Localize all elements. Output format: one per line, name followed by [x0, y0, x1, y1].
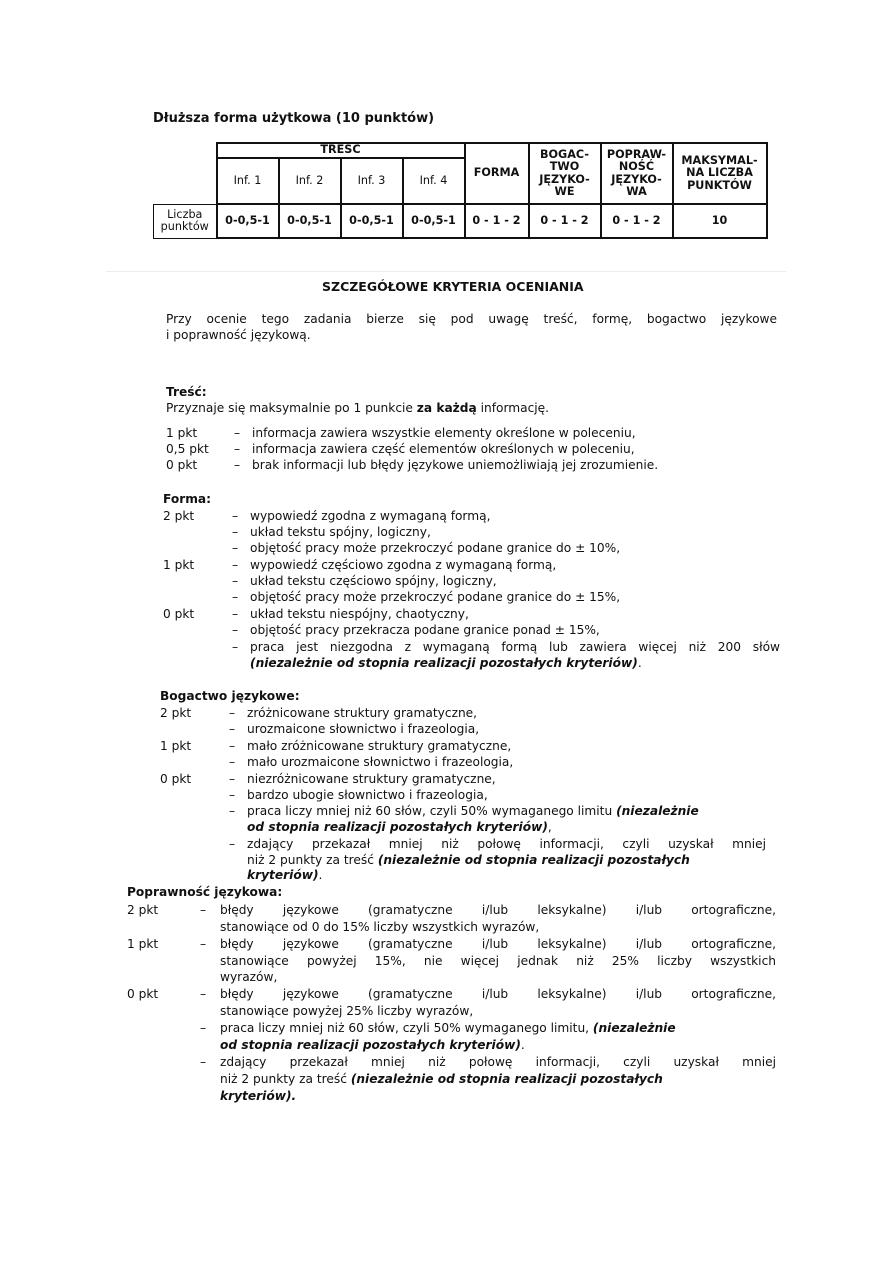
- dash: –: [229, 837, 236, 851]
- bogactwo-line: mało urozmaicone słownictwo i frazeologia,: [247, 755, 514, 769]
- dash: –: [229, 739, 236, 753]
- criteria-title: SZCZEGÓŁOWE KRYTERIA OCENIANIA: [322, 279, 584, 294]
- value-inf-4: 0-0,5-1: [403, 204, 465, 238]
- forma-pts-1: 1 pkt: [163, 558, 195, 572]
- intro-line-2: i poprawność językową.: [166, 328, 311, 342]
- dash: –: [232, 607, 239, 621]
- bogactwo-line: niezróżnicowane struktury gramatyczne,: [247, 772, 496, 786]
- tresc-text-1: informacja zawiera wszystkie elementy określone w poleceniu,: [252, 426, 636, 440]
- bogactwo-line: kryteriów).: [247, 868, 323, 882]
- dash: –: [229, 788, 236, 802]
- dash: –: [229, 706, 236, 720]
- forma-line: (niezależnie od stopnia realizacji pozostałych kryteriów).: [250, 656, 642, 670]
- value-max: 10: [673, 204, 767, 238]
- poprawnosc-line: błędy językowe (gramatyczne i/lub leksykalne) i/lub ortograficzne,: [220, 987, 776, 1001]
- bogactwo-line: niż 2 punkty za treść (niezależnie od stopnia realizacji pozostałych: [247, 853, 690, 867]
- poprawnosc-pts-0: 0 pkt: [127, 987, 159, 1001]
- value-inf-2: 0-0,5-1: [279, 204, 341, 238]
- forma-pts-2: 2 pkt: [163, 509, 195, 523]
- value-poprawnosc: 0 - 1 - 2: [601, 204, 673, 238]
- tresc-pts-1: 1 pkt: [166, 426, 198, 440]
- forma-line: układ tekstu częściowo spójny, logiczny,: [250, 574, 497, 588]
- tresc-pts-2: 0,5 pkt: [166, 442, 209, 456]
- section-title: Dłuższa forma użytkowa (10 punktów): [153, 111, 435, 126]
- dash: –: [234, 426, 241, 440]
- max-header: MAKSYMAL- NA LICZBA PUNKTÓW: [673, 143, 767, 204]
- inf-4-header: Inf. 4: [403, 158, 465, 204]
- tresc-header: TREŚĆ: [217, 143, 465, 158]
- tresc-text-2: informacja zawiera część elementów określonych w poleceniu,: [252, 442, 635, 456]
- dash: –: [232, 541, 239, 555]
- poprawnosc-heading: Poprawność językowa:: [127, 885, 283, 899]
- poprawnosc-line: niż 2 punkty za treść (niezależnie od stopnia realizacji pozostałych: [220, 1072, 663, 1086]
- dash: –: [200, 937, 207, 951]
- poprawnosc-pts-2: 2 pkt: [127, 903, 159, 917]
- bogactwo-heading: Bogactwo językowe:: [160, 689, 300, 703]
- bogactwo-header: BOGAC- TWO JĘZYKO- WE: [529, 143, 601, 204]
- poprawnosc-header: POPRAW- NOŚĆ JĘZYKO- WA: [601, 143, 673, 204]
- dash: –: [232, 509, 239, 523]
- forma-line: układ tekstu niespójny, chaotyczny,: [250, 607, 469, 621]
- forma-heading: Forma:: [163, 492, 212, 506]
- value-forma: 0 - 1 - 2: [465, 204, 529, 238]
- bogactwo-line: urozmaicone słownictwo i frazeologia,: [247, 722, 480, 736]
- poprawnosc-line: od stopnia realizacji pozostałych kryteriów).: [220, 1038, 525, 1052]
- poprawnosc-line: zdający przekazał mniej niż połowę informacji, czyli uzyskał mniej: [220, 1055, 776, 1069]
- dash: –: [234, 442, 241, 456]
- dash: –: [229, 755, 236, 769]
- tresc-pts-3: 0 pkt: [166, 458, 198, 472]
- bogactwo-line: mało zróżnicowane struktury gramatyczne,: [247, 739, 512, 753]
- bogactwo-pts-2: 2 pkt: [160, 706, 192, 720]
- forma-line: układ tekstu spójny, logiczny,: [250, 525, 431, 539]
- dash: –: [229, 804, 236, 818]
- forma-line: wypowiedź zgodna z wymaganą formą,: [250, 509, 491, 523]
- dash: –: [232, 640, 239, 654]
- bogactwo-line: zróżnicowane struktury gramatyczne,: [247, 706, 478, 720]
- intro-line-1: Przy ocenie tego zadania bierze się pod uwagę treść, formę, bogactwo językowe: [166, 312, 777, 326]
- inf-1-header: Inf. 1: [217, 158, 279, 204]
- score-table: [153, 142, 768, 239]
- poprawnosc-line: stanowiące powyżej 15%, nie więcej jednak niż 25% liczby wszystkich: [220, 954, 776, 968]
- bogactwo-line: praca liczy mniej niż 60 słów, czyli 50% wymaganego limitu (niezależnie: [247, 804, 699, 818]
- tresc-heading: Treść:: [166, 385, 207, 399]
- dash: –: [200, 1055, 207, 1069]
- forma-line: wypowiedź częściowo zgodna z wymaganą formą,: [250, 558, 557, 572]
- dash: –: [232, 525, 239, 539]
- divider: [106, 271, 786, 272]
- dash: –: [232, 590, 239, 604]
- dash: –: [229, 772, 236, 786]
- poprawnosc-pts-1: 1 pkt: [127, 937, 159, 951]
- poprawnosc-line: praca liczy mniej niż 60 słów, czyli 50% wymaganego limitu, (niezależnie: [220, 1021, 676, 1035]
- tresc-text-3: brak informacji lub błędy językowe uniemożliwiają jej zrozumienie.: [252, 458, 659, 472]
- forma-pts-0: 0 pkt: [163, 607, 195, 621]
- poprawnosc-line: błędy językowe (gramatyczne i/lub leksykalne) i/lub ortograficzne,: [220, 903, 776, 917]
- poprawnosc-line: kryteriów).: [220, 1089, 297, 1103]
- bogactwo-pts-0: 0 pkt: [160, 772, 192, 786]
- value-bogactwo: 0 - 1 - 2: [529, 204, 601, 238]
- dash: –: [200, 1021, 207, 1035]
- poprawnosc-line: błędy językowe (gramatyczne i/lub leksykalne) i/lub ortograficzne,: [220, 937, 776, 951]
- forma-line: objętość pracy może przekroczyć podane granice do ± 10%,: [250, 541, 621, 555]
- poprawnosc-line: wyrazów,: [220, 970, 278, 984]
- bogactwo-line: od stopnia realizacji pozostałych kryteriów),: [247, 820, 552, 834]
- value-inf-1: 0-0,5-1: [217, 204, 279, 238]
- dash: –: [234, 458, 241, 472]
- bogactwo-pts-1: 1 pkt: [160, 739, 192, 753]
- value-inf-3: 0-0,5-1: [341, 204, 403, 238]
- dash: –: [232, 623, 239, 637]
- forma-header: FORMA: [465, 143, 529, 204]
- inf-2-header: Inf. 2: [279, 158, 341, 204]
- forma-line: objętość pracy może przekroczyć podane granice do ± 15%,: [250, 590, 621, 604]
- dash: –: [232, 574, 239, 588]
- row-label: Liczba punktów: [154, 204, 217, 238]
- dash: –: [232, 558, 239, 572]
- dash: –: [229, 722, 236, 736]
- forma-line: objętość pracy przekracza podane granice ponad ± 15%,: [250, 623, 600, 637]
- forma-line: praca jest niezgodna z wymaganą formą lub zawiera więcej niż 200 słów: [250, 640, 780, 654]
- dash: –: [200, 987, 207, 1001]
- tresc-note: Przyznaje się maksymalnie po 1 punkcie za każdą informację.: [166, 401, 550, 415]
- inf-3-header: Inf. 3: [341, 158, 403, 204]
- poprawnosc-line: stanowiące od 0 do 15% liczby wszystkich wyrazów,: [220, 920, 540, 934]
- bogactwo-line: bardzo ubogie słownictwo i frazeologia,: [247, 788, 488, 802]
- poprawnosc-line: stanowiące powyżej 25% liczby wyrazów,: [220, 1004, 474, 1018]
- bogactwo-line: zdający przekazał mniej niż połowę informacji, czyli uzyskał mniej: [247, 837, 766, 851]
- dash: –: [200, 903, 207, 917]
